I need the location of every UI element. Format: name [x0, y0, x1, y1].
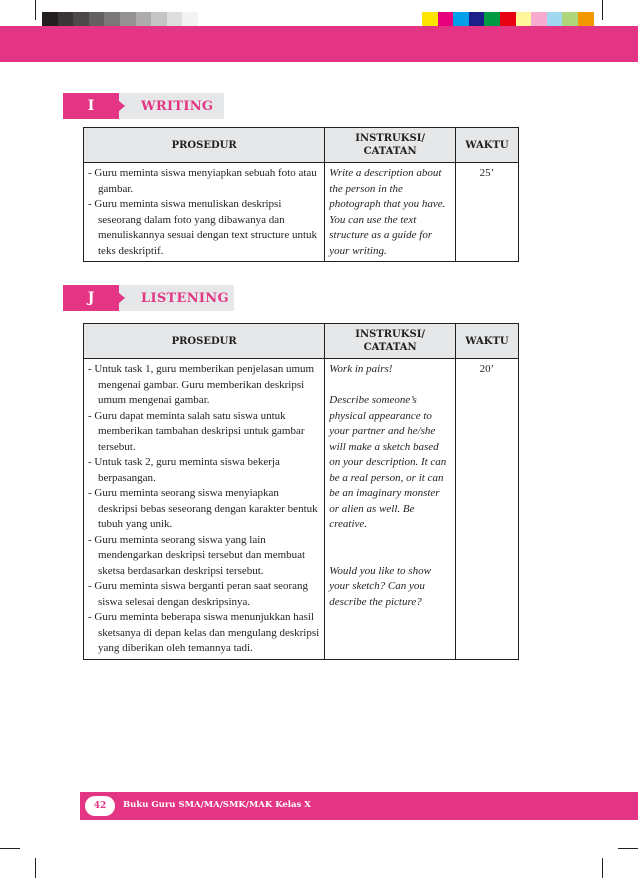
- list-item: - Guru meminta beberapa siswa menunjukkan hasil sketsanya di depan kelas dan mengulang deskripsi yang diberikan oleh temannya tadi.: [88, 611, 320, 654]
- color-swatch: [469, 12, 485, 27]
- header-prosedur: PROSEDUR: [84, 324, 325, 359]
- table-row: [84, 163, 519, 262]
- instruction-cell: Write a description about the person in the photograph that you have. You can use the text structure as a guide for your writing.: [325, 163, 456, 262]
- color-swatch: [167, 12, 183, 27]
- instruction-cell: [325, 359, 456, 660]
- color-swatch: [42, 12, 58, 27]
- listening-procedure-table: [83, 323, 519, 660]
- section-header-writing: [63, 93, 224, 119]
- color-swatch: [58, 12, 74, 27]
- color-swatch: [484, 12, 500, 27]
- list-item: - Guru meminta siswa menuliskan deskripsi seseorang dalam foto yang dibawanya dan menuliskannya sesuai dengan text structure untuk teks deskriptif.: [88, 198, 318, 257]
- color-swatch: [104, 12, 120, 27]
- spacer: [329, 378, 451, 394]
- header-band: [0, 26, 638, 62]
- color-swatch: [453, 12, 469, 27]
- procedure-cell: [84, 359, 325, 660]
- header-instruksi: INSTRUKSI/ CATATAN: [325, 324, 456, 359]
- color-swatch: [151, 12, 167, 27]
- color-swatch: [136, 12, 152, 27]
- list-item: - Guru meminta siswa berganti peran saat seorang siswa selesai dengan deskripsinya.: [88, 580, 309, 608]
- color-swatch: [89, 12, 105, 27]
- list-item: - Guru meminta seorang siswa yang lain mendengarkan deskripsi tersebut dan membuat sketsa berdasarkan deskripsi tersebut.: [88, 533, 306, 577]
- crop-mark: [602, 0, 603, 20]
- color-swatch: [547, 12, 563, 27]
- color-swatch: [531, 12, 547, 27]
- table-header-row: [84, 324, 519, 359]
- color-swatch: [422, 12, 438, 27]
- color-swatch: [198, 12, 214, 27]
- process-color-bar: [422, 12, 594, 27]
- header-waktu: WAKTU: [456, 324, 519, 359]
- list-item: - Guru meminta siswa menyiapkan sebuah foto atau gambar.: [88, 167, 317, 195]
- color-swatch: [516, 12, 532, 27]
- list-item: - Untuk task 1, guru memberikan penjelasan umum mengenai gambar. Guru memberikan deskripsi umum mengenai gambar.: [88, 363, 315, 406]
- section-title: LISTENING: [141, 290, 229, 306]
- crop-mark: [618, 848, 638, 849]
- section-letter: I: [87, 98, 95, 114]
- color-swatch: [562, 12, 578, 27]
- color-swatch: [438, 12, 454, 27]
- header-waktu: WAKTU: [456, 128, 519, 163]
- color-swatch: [182, 12, 198, 27]
- section-title-box: [119, 93, 224, 119]
- arrow-right-icon: [119, 293, 125, 303]
- instruction-text: Work in pairs!: [329, 363, 393, 375]
- table-header-row: [84, 128, 519, 163]
- writing-procedure-table: [83, 127, 519, 262]
- section-title-box: [119, 285, 234, 311]
- time-cell: 20’: [456, 359, 519, 660]
- header-prosedur: PROSEDUR: [84, 128, 325, 163]
- color-swatch: [120, 12, 136, 27]
- color-swatch: [578, 12, 594, 27]
- crop-mark: [35, 0, 36, 20]
- footer-book-title: Buku Guru SMA/MA/SMK/MAK Kelas X: [123, 800, 311, 810]
- crop-mark: [602, 858, 603, 878]
- section-letter-box: [63, 93, 119, 119]
- instruction-text: Describe someone’s physical appearance to your partner and he/she will make a sketch based on your description. It can be a real person, or it can be an imaginary monster or alien as well. Be creative.: [329, 394, 447, 530]
- crop-mark: [0, 848, 20, 849]
- table-row: [84, 359, 519, 660]
- instruction-text: Would you like to show your sketch? Can you describe the picture?: [329, 564, 431, 608]
- list-item: - Untuk task 2, guru meminta siswa bekerja berpasangan.: [88, 456, 280, 484]
- time-cell: 25’: [456, 163, 519, 262]
- list-item: - Guru dapat meminta salah satu siswa untuk memberikan tambahan deskripsi untuk gambar tersebut.: [88, 409, 305, 453]
- color-swatch: [500, 12, 516, 27]
- spacer: [329, 533, 451, 549]
- section-header-listening: [63, 285, 234, 311]
- grayscale-color-bar: [42, 12, 214, 27]
- page-number: 42: [85, 796, 115, 816]
- section-letter-box: [63, 285, 119, 311]
- crop-mark: [35, 858, 36, 878]
- arrow-right-icon: [119, 101, 125, 111]
- section-title: WRITING: [141, 98, 214, 114]
- section-letter: J: [87, 290, 95, 306]
- spacer: [329, 548, 451, 564]
- list-item: - Guru meminta seorang siswa menyiapkan deskripsi bebas seseorang dengan karakter bentuk tubuh yang unik.: [88, 487, 318, 530]
- header-instruksi: INSTRUKSI/ CATATAN: [325, 128, 456, 163]
- procedure-cell: [84, 163, 325, 262]
- color-swatch: [73, 12, 89, 27]
